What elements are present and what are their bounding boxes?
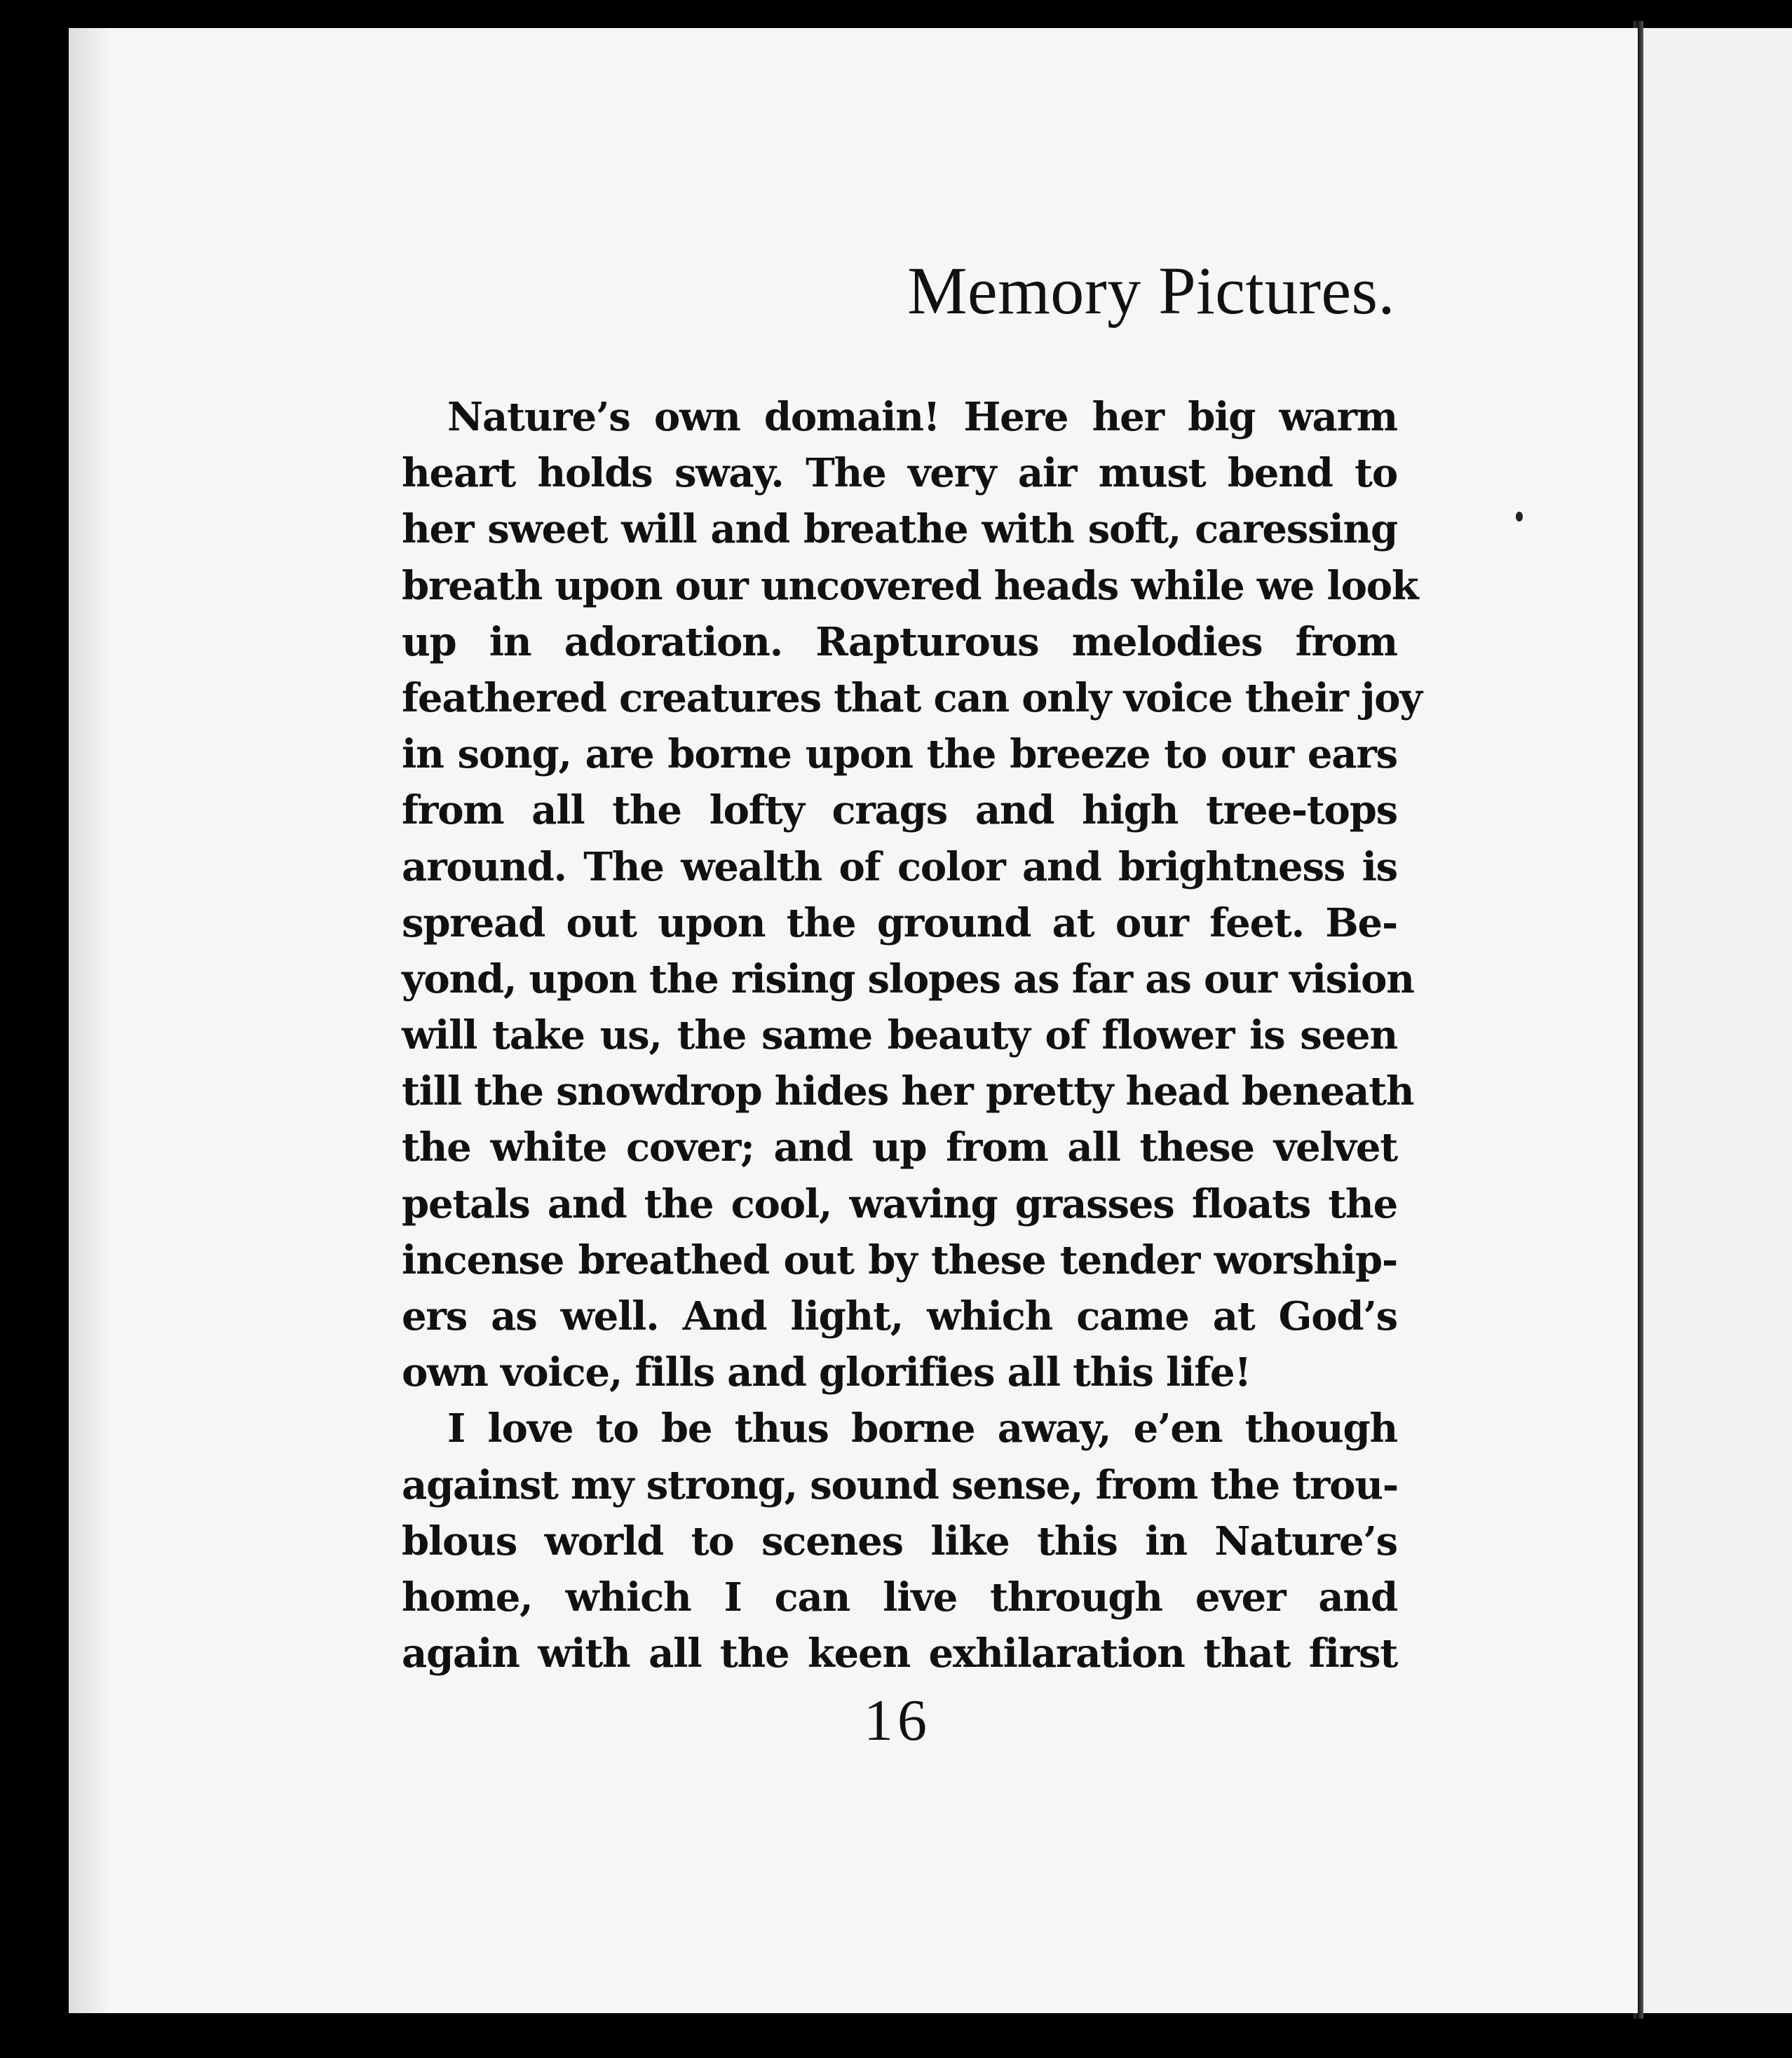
text-line: up in adoration. Rapturous melodies from: [402, 618, 1397, 665]
text-line: heart holds sway. The very air must bend to: [402, 450, 1397, 497]
text-line: incense breathed out by these tender worship-: [402, 1236, 1397, 1283]
text-line: the white cover; and up from all these velvet: [402, 1124, 1397, 1171]
facing-page-edge: [1641, 28, 1792, 2013]
text-line: her sweet will and breathe with soft, caressing: [402, 506, 1397, 553]
running-head: Memory Pictures.: [907, 253, 1395, 328]
text-line: around. The wealth of color and brightness is: [402, 843, 1397, 890]
text-line: will take us, the same beauty of flower is seen: [402, 1012, 1397, 1059]
text-line: spread out upon the ground at our feet. Be-: [402, 899, 1397, 946]
text-line: Nature’s own domain! Here her big warm: [447, 394, 1397, 440]
text-line: petals and the cool, waving grasses floats the: [402, 1180, 1397, 1227]
text-line: blous world to scenes like this in Nature’s: [402, 1518, 1397, 1565]
text-line: against my strong, sound sense, from the trou-: [402, 1461, 1398, 1508]
text-line: feathered creatures that can only voice their joy: [402, 674, 1422, 721]
text-line: ers as well. And light, which came at God’s: [402, 1293, 1397, 1340]
text-line: own voice, fills and glorifies all this life!: [402, 1349, 1251, 1396]
page-shadow: [69, 28, 111, 2013]
text-line: in song, are borne upon the breeze to our ears: [402, 731, 1397, 778]
text-line: I love to be thus borne away, e’en though: [447, 1405, 1397, 1452]
body-text: [402, 389, 1422, 1682]
text-line: home, which I can live through ever and: [402, 1574, 1397, 1621]
text-line: breath upon our uncovered heads while we look: [402, 562, 1418, 609]
page-number: 16: [864, 1688, 931, 1753]
text-line: till the snowdrop hides her pretty head beneath: [402, 1068, 1414, 1115]
scan-speck: [1516, 512, 1523, 522]
text-line: again with all the keen exhilaration that first: [402, 1630, 1397, 1677]
text-line: from all the lofty crags and high tree-tops: [402, 787, 1397, 834]
text-line: yond, upon the rising slopes as far as our vision: [402, 955, 1414, 1002]
